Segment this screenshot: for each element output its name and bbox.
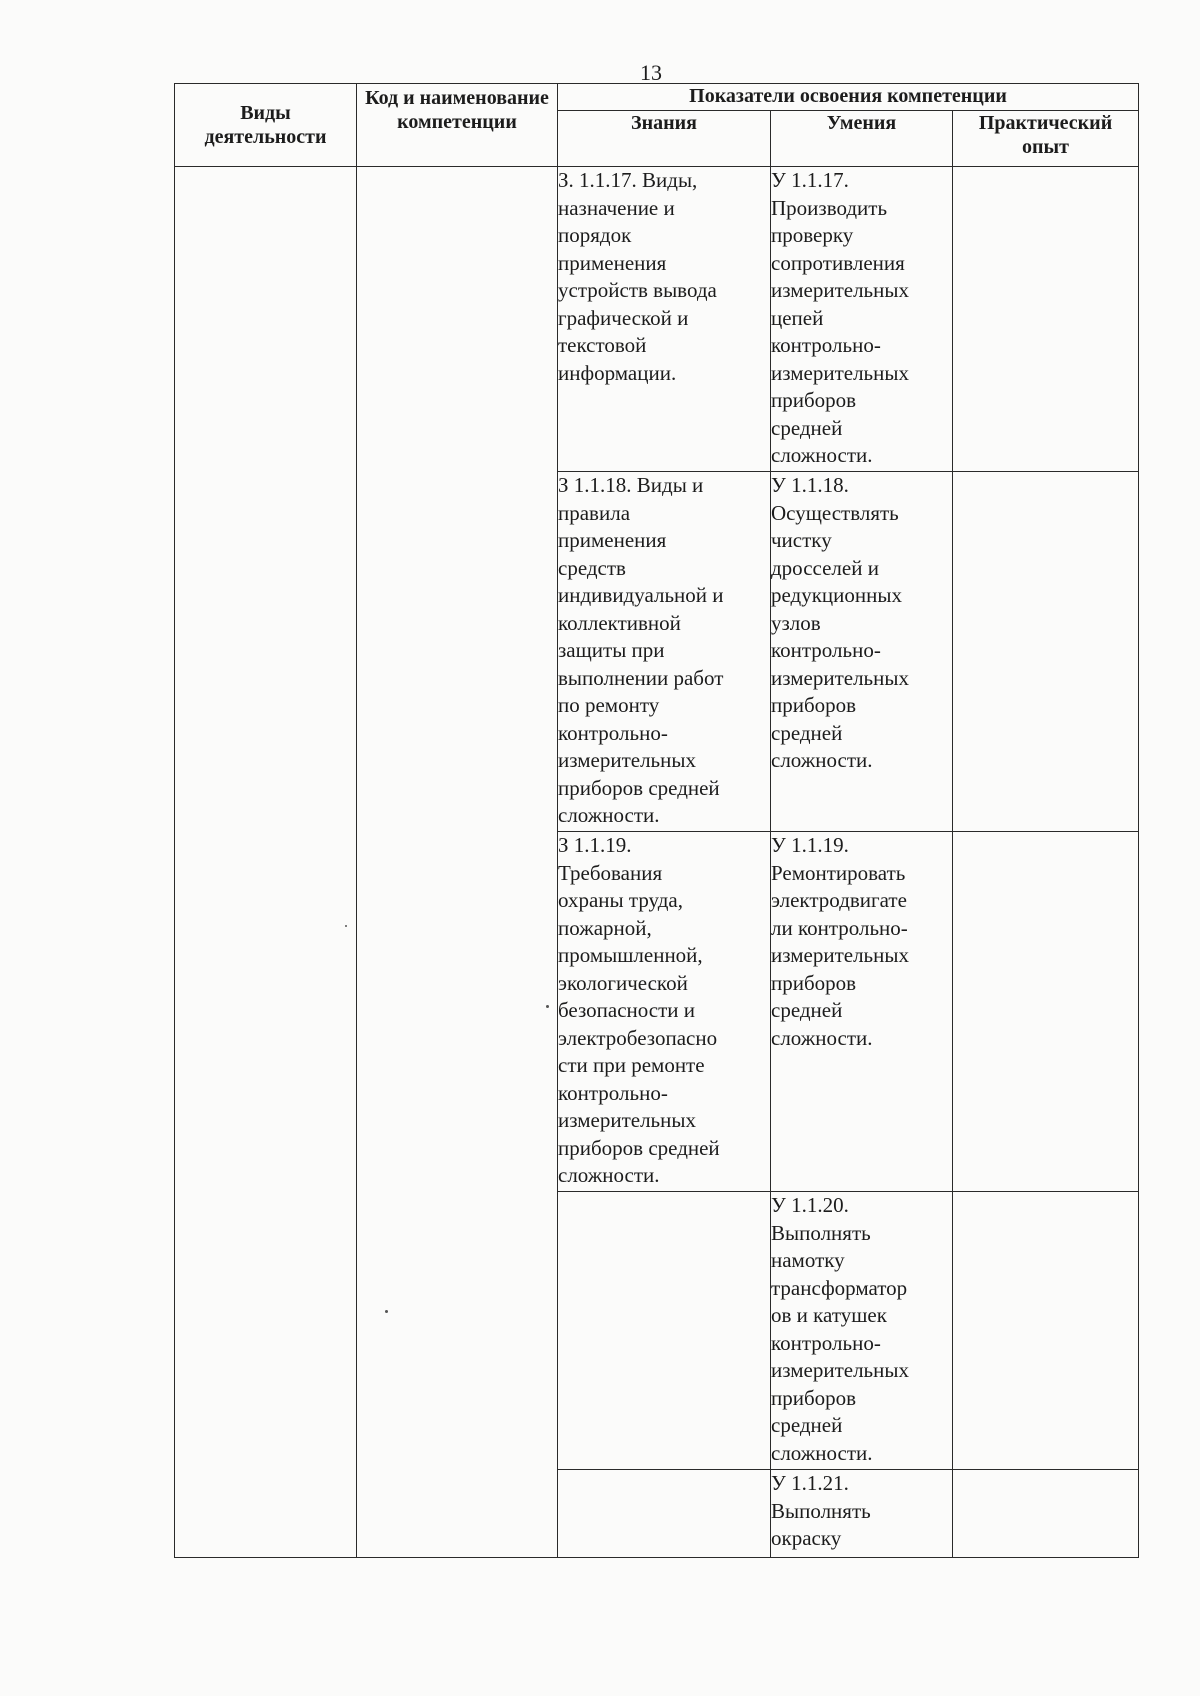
skill-cell: У 1.1.19. Ремонтировать электродвигате ли контрольно- измерительных приборов средней сложности. xyxy=(771,832,953,1192)
skill-cell: У 1.1.20. Выполнять намотку трансформатор ов и катушек контрольно- измерительных приборов средней сложности. xyxy=(771,1192,953,1470)
experience-cell xyxy=(953,1192,1139,1470)
knowledge-cell xyxy=(558,1470,771,1558)
knowledge-cell: З. 1.1.17. Виды, назначение и порядок применения устройств вывода графической и текстовой информации. xyxy=(558,167,771,472)
experience-cell xyxy=(953,472,1139,832)
header-knowledge: Знания xyxy=(558,111,771,167)
skill-cell: У 1.1.17. Производить проверку сопротивления измерительных цепей контрольно- измерительных приборов средней сложности. xyxy=(771,167,953,472)
header-skills: Умения xyxy=(771,111,953,167)
header-indicators: Показатели освоения компетенции xyxy=(558,84,1139,111)
experience-cell xyxy=(953,832,1139,1192)
page-number: 13 xyxy=(640,60,662,85)
knowledge-cell: З 1.1.19. Требования охраны труда, пожарной, промышленной, экологической безопасности и электробезопасно сти при ремонте контрольно- измерительных приборов средней сложности. xyxy=(558,832,771,1192)
header-competence: Код и наименование компетенции xyxy=(357,84,558,167)
activity-cell xyxy=(175,167,357,1558)
header-experience: Практический опыт xyxy=(953,111,1139,167)
competence-cell xyxy=(357,167,558,1558)
scan-speck xyxy=(546,1005,549,1008)
knowledge-cell: З 1.1.18. Виды и правила применения средств индивидуальной и коллективной защиты при выполнении работ по ремонту контрольно- измерительных приборов средней сложности. xyxy=(558,472,771,832)
experience-cell xyxy=(953,1470,1139,1558)
skill-cell: У 1.1.21. Выполнять окраску xyxy=(771,1470,953,1558)
knowledge-cell xyxy=(558,1192,771,1470)
scan-speck xyxy=(385,1310,388,1313)
competence-table xyxy=(174,83,1139,1558)
skill-cell: У 1.1.18. Осуществлять чистку дросселей и редукционных узлов контрольно- измерительных приборов средней сложности. xyxy=(771,472,953,832)
table-row xyxy=(175,167,1139,472)
experience-cell xyxy=(953,167,1139,472)
scan-speck xyxy=(345,925,347,927)
header-activity: Виды деятельности xyxy=(175,84,357,167)
